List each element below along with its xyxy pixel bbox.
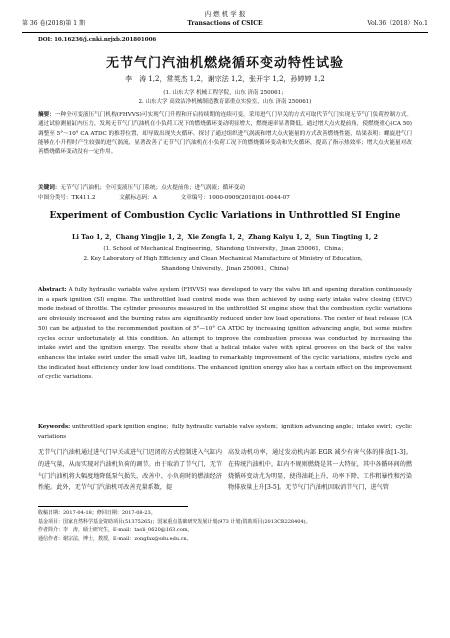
article-number: 文章编号：1000-0909(2018)01-0044-07 [180, 195, 290, 201]
volume-issue-en: Vol.36（2018）No.1 [367, 20, 428, 27]
journal-name-en: Transactions of CSICE [187, 20, 263, 27]
abstract-en-label: Abstract: [38, 287, 67, 293]
journal-name-cn: 内 燃 机 学 报 [204, 10, 246, 18]
header-rule [22, 32, 428, 33]
volume-issue-cn: 第 36 卷(2018)第 1 期 [22, 20, 86, 27]
abstract-cn-label: 摘要： [38, 112, 55, 118]
abstract-cn-text: 一种全可变液压气门机构(FHVVS)可实现气门升程和开启持续期的连续可变。采用进气门早关的方式可取代节气门实现无节气门负荷控制方式。通过试验测量缸内压力，发现无节气门汽油机在小负荷工况下的燃烧循环变动明显增大，燃烧速率显著降低。通过增大点火提前角，使燃烧重心(CA 50)调整至 5°～10° CA ATDC 的推荐位置，却导致出现失火循环。探讨了通过组织进气涡流和增大点火能量的方式改善燃烧性能，结果表明：螺旋进气门能够在小升程时产生较强的进气涡流，显著改善了无节气门汽油机在小负荷工况下的燃烧循环变动和失火循环，提高了指示热效率；增大点火能量对改善燃烧循环变动没有一定作用。 [38, 112, 412, 156]
keywords-en [38, 423, 412, 442]
title-cn: 无节气门汽油机燃烧循环变动特性试验 [105, 56, 344, 71]
footnote-contact: 通信作者：谢宗法，博士，教授，E-mail：zongfax@sdu.edu.cn。 [38, 535, 192, 542]
affiliation-cn-1: (1. 山东大学 机械工程学院，山东 济南 250061； [163, 90, 287, 96]
footnote-rule [38, 506, 188, 507]
abstract-en [38, 286, 412, 383]
footnote-received: 收稿日期：2017-04-18；修回日期：2017-08-23。 [38, 510, 156, 516]
footnote-author: 作者简介：李 涛，硕士研究生，E-mail：taoli_0620@163.com。 [38, 527, 193, 534]
footnotes [38, 509, 412, 543]
keywords-cn [38, 183, 412, 191]
body-column-left: 无节气门汽油机通过进气门早关或进气门迟闭的方式控制进入气缸内的进气量，从而实现对汽油机负荷的调节。由于取消了节气门，无节气门汽油机将大幅度地降低泵气损失，改善中、小负荷时的燃油经济性能。此外，无节气门汽油机可改善充量系数，提 [38, 449, 222, 492]
document-code: 文献标志码：A [119, 195, 157, 201]
affiliation-cn-2: 2. 山东大学 高效洁净机械制造教育部重点实验室，山东 济南 250061) [138, 99, 312, 105]
keywords-en-text: unthrottled spark ignition engine；fully hydraulic variable valve system；ignition advancing angle；intake swirl；cyclic variations [38, 424, 412, 440]
authors-cn: 李 涛 1,2，常英杰 1,2，谢宗法 1,2，张开宇 1,2，孙婷婷 1,2 [125, 75, 325, 83]
keywords-cn-label: 关键词： [38, 185, 61, 191]
keywords-cn-text: 无节气门汽油机；全可变液压气门系统；点火提前角；进气涡流；循环变动 [60, 185, 245, 191]
authors-en: Li Tao 1, 2，Chang Yingjie 1, 2，Xie Zongfa 1, 2，Zhang Kaiyu 1, 2，Sun Tingting 1, 2 [72, 233, 378, 241]
affiliation-en-2: 2. Key Laboratory of High Efficiency and Clean Mechanical Manufacture of Ministry of Education， [83, 256, 367, 262]
clc-number: 中图分类号：TK411.2 [38, 195, 96, 201]
footnote-fund: 基金项目：国家自然科学基金资助项目(51375265)；国家重点基础研究发展计划(973 计划)资助项目(2013CB228404)。 [38, 518, 311, 525]
abstract-cn [38, 111, 412, 157]
affiliation-en-3: Shandong University，Jinan 250061，China) [161, 266, 289, 272]
body-column-right: 高发动机功率，通过发动机内部 EGR 减少有害气体的排放[1-3]。在传统汽油机中，缸内不规则燃烧是其一大特征，其中各循环间的燃烧循环变动尤为明显，使得油耗上升、功率下降、工作粗暴性和污染物排放量上升[3-5]。无节气门汽油机因取消节气门，进气管 [228, 449, 412, 492]
classification-cn [38, 193, 412, 201]
title-en: Experiment of Combustion Cyclic Variations in Unthrottled SI Engine [49, 211, 401, 221]
abstract-en-text: A fully hydraulic variable valve system (FHVVS) was developed to vary the valve lift and opening duration continuously in a spark ignition (SI) engine. The unthrottled load control mode was then achieved by using early intake valve closing (EIVC) mode instead of throttle. The cylinder pressures measured in the unthrottled SI engine show that the combustion cyclic variations are obviously increased and the burning rates are significantly reduced under low load operations. The center of heat release (CA 50) can be adjusted to the recommended position of 5°—10° CA ATDC by increasing ignition advancing angle, but some misfire cycles occur unfortunately at this condition. An attempt to improve the combustion process was conducted by increasing the intake swirl and the ignition energy. The results show that a helical intake valve with spiral grooves on the back of the valve enhances the intake swirl under the small valve lift, leading to remarkably improvement of the cyclic variations, misfire cycle and the indicated heat efficiency under low load conditions. The enhanced ignition energy also has a certain effect on the improvement of cyclic variations. [38, 287, 412, 381]
doi[interactable]: DOI: 10.16236/j.cnki.nrjxb.201801006 [38, 37, 157, 43]
affiliation-en-1: (1. School of Mechanical Engineering，Shandong University，Jinan 250061，China； [103, 246, 347, 252]
keywords-en-label: Keywords: [38, 424, 71, 430]
running-header [22, 8, 428, 32]
